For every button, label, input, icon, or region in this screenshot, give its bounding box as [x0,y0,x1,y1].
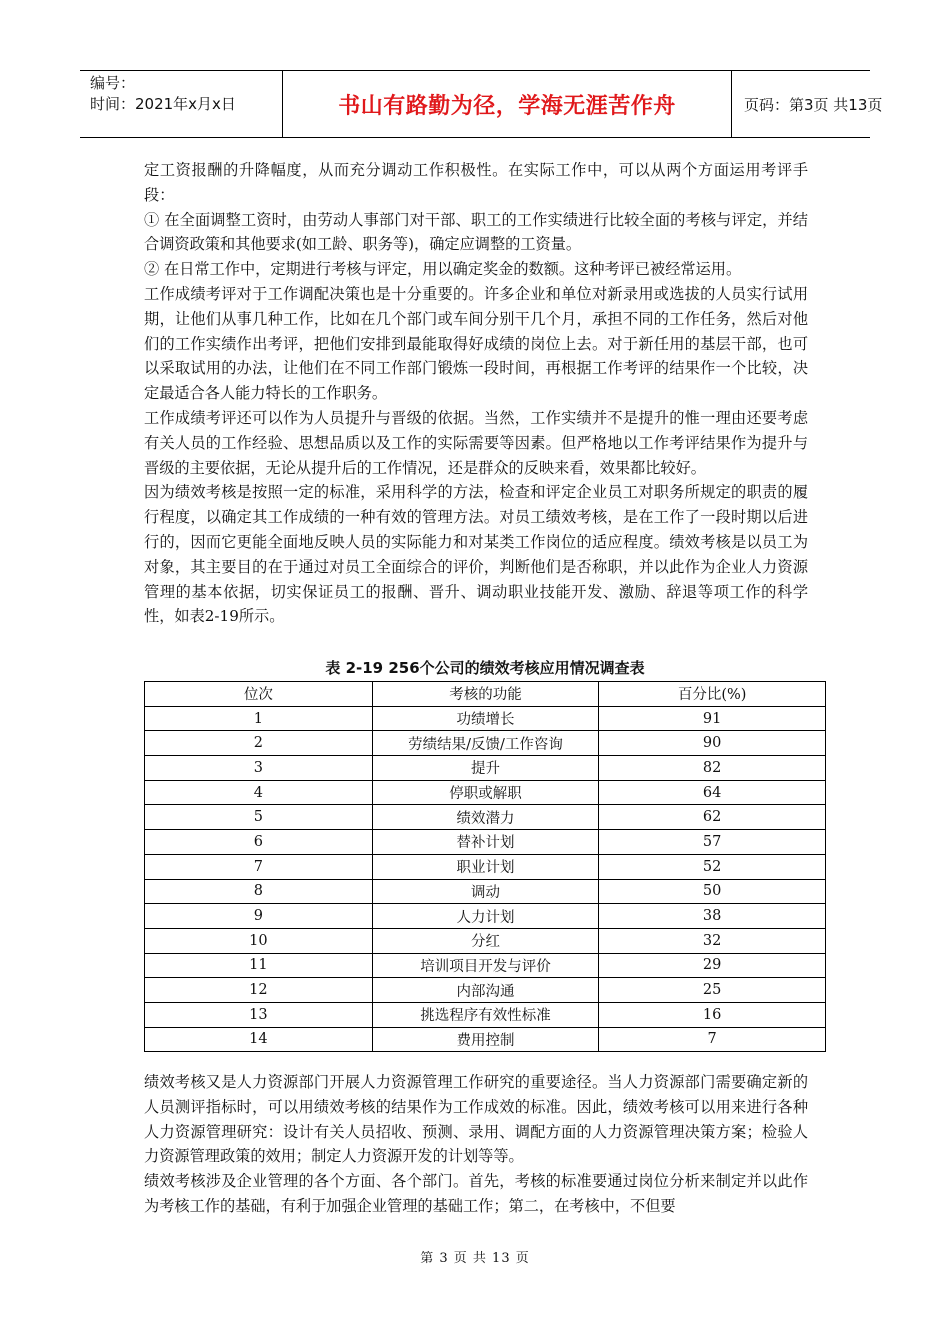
table-header-row [145,682,826,707]
table-cell: 职业计划 [372,854,599,879]
table-row [145,805,826,830]
table-cell: 8 [145,879,373,904]
table-cell: 50 [599,879,826,904]
table-cell: 52 [599,854,826,879]
table-cell: 10 [145,928,373,953]
table-cell: 64 [599,780,826,805]
paragraph: 绩效考核涉及企业管理的各个方面、各个部门。首先，考核的标准要通过岗位分析来制定并以此作为考核工作的基础，有利于加强企业管理的基础工作；第二，在考核中，不但要 [144,1172,808,1215]
document-date: 时间：2021年x月x日 [90,95,236,113]
table-cell: 提升 [372,756,599,781]
paragraph: 定工资报酬的升降幅度，从而充分调动工作积极性。在实际工作中，可以从两个方面运用考评手段： [144,161,808,204]
document-number-label: 编号： [90,74,136,92]
table-cell: 功绩增长 [372,706,599,731]
table-row [145,928,826,953]
table-cell: 32 [599,928,826,953]
table-cell: 5 [145,805,373,830]
body-text-top [144,158,808,629]
table-cell: 7 [145,854,373,879]
table-row [145,830,826,855]
table-cell: 停职或解职 [372,780,599,805]
column-header-percent: 百分比(%) [599,682,826,707]
table-cell: 91 [599,706,826,731]
table-row [145,706,826,731]
table-cell: 6 [145,830,373,855]
table-cell: 2 [145,731,373,756]
table-row [145,780,826,805]
header-motto: 书山有路勤为径，学海无涯苦作舟 [338,93,676,119]
table-cell: 费用控制 [372,1027,599,1052]
column-header-rank: 位次 [145,682,373,707]
table-cell: 13 [145,1002,373,1027]
table-cell: 90 [599,731,826,756]
table-row [145,1002,826,1027]
paragraph: 因为绩效考核是按照一定的标准，采用科学的方法，检查和评定企业员工对职务所规定的职责的履行程度，以确定其工作成绩的一种有效的管理方法。对员工绩效考核，是在工作了一段时期以后进行的，因而它更能全面地反映人员的实际能力和对某类工作岗位的适应程度。绩效考核是以员工为对象，其主要目的在于通过对员工全面综合的评价，判断他们是否称职，并以此作为企业人力资源管理的基本依据，切实保证员工的报酬、晋升、调动职业技能开发、激励、辞退等项工作的科学性，如表2-19所示。 [144,483,808,626]
table-cell: 4 [145,780,373,805]
paragraph: ② 在日常工作中，定期进行考核与评定，用以确定奖金的数额。这种考评已被经常运用。 [144,260,742,279]
table-cell: 62 [599,805,826,830]
table-cell: 1 [145,706,373,731]
table-row [145,731,826,756]
header-meta [80,71,282,137]
table-cell: 82 [599,756,826,781]
table-cell: 调动 [372,879,599,904]
header-motto-cell [282,71,732,137]
table-cell: 14 [145,1027,373,1052]
survey-table [144,681,826,1052]
table-cell: 38 [599,904,826,929]
table-cell: 人力计划 [372,904,599,929]
table-cell: 12 [145,978,373,1003]
page-header [80,70,883,138]
table-cell: 劳绩结果/反馈/工作咨询 [372,731,599,756]
paragraph: 工作成绩考评对于工作调配决策也是十分重要的。许多企业和单位对新录用或选拔的人员实行试用期，让他们从事几种工作，比如在几个部门或车间分别干几个月，承担不同的工作任务，然后对他们的工作实绩作出考评，把他们安排到最能取得好成绩的岗位上去。对于新任用的基层干部，也可以采取试用的办法，让他们在不同工作部门锻炼一段时间，再根据工作考评的结果作一个比较，决定最适合各人能力特长的工作职务。 [144,284,808,403]
table-row [145,879,826,904]
table-row [145,953,826,978]
table-cell: 挑选程序有效性标准 [372,1002,599,1027]
table-cell: 培训项目开发与评价 [372,953,599,978]
paragraph: 绩效考核又是人力资源部门开展人力资源管理工作研究的重要途径。当人力资源部门需要确定新的人员测评指标时，可以用绩效考核的结果作为工作成效的标准。因此，绩效考核可以用来进行各种人力资源管理研究：设计有关人员招收、预测、录用、调配方面的人力资源管理决策方案；检验人力资源管理政策的效用；制定人力资源开发的计划等等。 [144,1073,808,1166]
table-row [145,1027,826,1052]
body-text-bottom [144,1070,808,1219]
table-row [145,904,826,929]
table-cell: 分红 [372,928,599,953]
table-cell: 内部沟通 [372,978,599,1003]
page-footer: 第 3 页 共 13 页 [420,1251,530,1266]
column-header-function: 考核的功能 [372,682,599,707]
table-caption: 表 2-19 256个公司的绩效考核应用情况调查表 [325,659,645,677]
table-cell: 绩效潜力 [372,805,599,830]
table-cell: 25 [599,978,826,1003]
table-cell: 9 [145,904,373,929]
table-row [145,978,826,1003]
table-cell: 29 [599,953,826,978]
table-cell: 7 [599,1027,826,1052]
table-row [145,854,826,879]
table-row [145,756,826,781]
table-cell: 替补计划 [372,830,599,855]
paragraph: 工作成绩考评还可以作为人员提升与晋级的依据。当然，工作实绩并不是提升的惟一理由还要考虑有关人员的工作经验、思想品质以及工作的实际需要等因素。但严格地以工作考评结果作为提升与晋级的主要依据，无论从提升后的工作情况，还是群众的反映来看，效果都比较好。 [144,408,808,477]
table-cell: 57 [599,830,826,855]
paragraph: ① 在全面调整工资时，由劳动人事部门对干部、职工的工作实绩进行比较全面的考核与评定，并结合调资政策和其他要求(如工龄、职务等)，确定应调整的工资量。 [144,210,808,254]
header-page-info: 页码：第3页 共13页 [744,95,883,114]
table-cell: 16 [599,1002,826,1027]
table-cell: 11 [145,953,373,978]
table-cell: 3 [145,756,373,781]
